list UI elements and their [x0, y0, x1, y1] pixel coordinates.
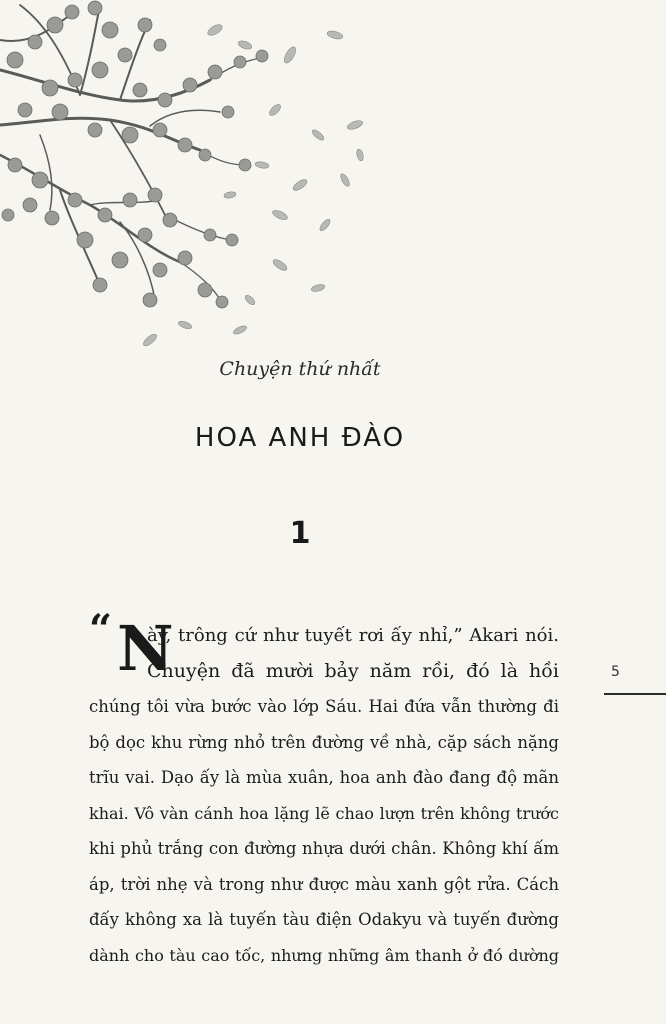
section-number: 1	[289, 516, 311, 551]
chapter-label: Chuyện thứ nhất	[219, 358, 381, 380]
chapter-title: HOA ANH ĐÀO	[194, 423, 406, 453]
paragraph-line: khai. Vô vàn cánh hoa lặng lẽ chao lượn trên không trước	[89, 803, 559, 823]
opening-quote: “	[89, 606, 113, 653]
page-number-rule	[604, 693, 666, 695]
paragraph-line: Chuyện đã mười bảy năm rồi, đó là hồi	[147, 659, 559, 682]
paragraph-line: khi phủ trắng con đường nhựa dưới chân. Không khí ấm	[89, 839, 559, 858]
page-number: 5	[611, 664, 620, 680]
cherry-blossom-branch-illustration	[0, 0, 380, 360]
paragraph-line: áp, trời nhẹ và trong như được màu xanh gột rửa. Cách	[89, 874, 559, 894]
drop-cap: N	[117, 612, 174, 685]
paragraph-line: trĩu vai. Dạo ấy là mùa xuân, hoa anh đào đang độ mãn	[89, 768, 559, 787]
paragraph-line: đấy không xa là tuyến tàu điện Odakyu và tuyến đường	[89, 910, 559, 929]
paragraph-line: dành cho tàu cao tốc, nhưng những âm thanh ở đó dường	[89, 945, 559, 965]
paragraph-line-text: ày, trông cứ như tuyết rơi ấy nhỉ,” Akari nói.	[147, 625, 559, 646]
paragraph-line: bộ dọc khu rừng nhỏ trên đường về nhà, cặp sách nặng	[89, 732, 559, 752]
paragraph-line: chúng tôi vừa bước vào lớp Sáu. Hai đứa vẫn thường đi	[89, 697, 559, 716]
body-paragraph	[89, 606, 559, 973]
